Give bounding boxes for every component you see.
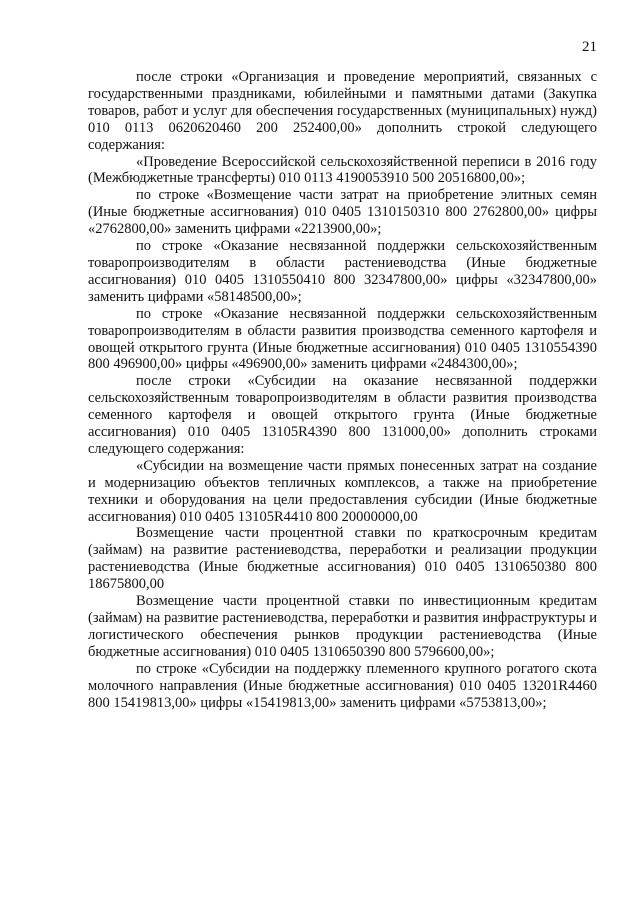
page-number: 21: [582, 39, 597, 55]
paragraph: по строке «Оказание несвязанной поддержки сельскохозяйственным товаропроизводителям в области растениеводства (Иные бюджетные ассигнования) 010 0405 1310550410 800 32347800,00» цифры «32347800,00» заменить цифрами «58148500,00»;: [88, 238, 597, 305]
paragraph: после строки «Субсидии на оказание несвязанной поддержки сельскохозяйственным товаропроизводителям в области развития производства семенного картофеля и овощей открытого грунта (Иные бюджетные ассигнования) 010 0405 13105R4390 800 131000,00» дополнить строками следующего содержания:: [88, 373, 597, 457]
paragraph: по строке «Оказание несвязанной поддержки сельскохозяйственным товаропроизводителям в области развития производства семенного картофеля и овощей открытого грунта (Иные бюджетные ассигнования) 010 0405 1310554390 800 496900,00» цифры «496900,00» заменить цифрами «2484300,00»;: [88, 305, 597, 373]
paragraph: Возмещение части процентной ставки по краткосрочным кредитам (займам) на развитие растениеводства, переработки и реализации продукции растениеводства (Иные бюджетные ассигнования) 010 0405 1310650380 800 18675800,00: [88, 525, 597, 593]
paragraph: по строке «Субсидии на поддержку племенного крупного рогатого скота молочного направления (Иные бюджетные ассигнования) 010 0405 13201R4460 800 15419813,00» цифры «15419813,00» заменить цифрами «5753813,00»;: [88, 660, 597, 711]
document-body: [88, 69, 597, 711]
paragraph: «Субсидии на возмещение части прямых понесенных затрат на создание и модернизацию объектов тепличных комплексов, а также на приобретение техники и оборудования на цели предоставления субсидии (Иные бюджетные ассигнования) 010 0405 13105R4410 800 20000000,00: [88, 457, 597, 525]
paragraph: «Проведение Всероссийской сельскохозяйственной переписи в 2016 году (Межбюджетные трансферты) 010 0113 4190053910 500 20516800,00»;: [88, 153, 597, 187]
paragraph: после строки «Организация и проведение мероприятий, связанных с государственными праздниками, юбилейными и памятными датами (Закупка товаров, работ и услуг для обеспечения государственных (муниципальных) нужд) 010 0113 0620620460 200 252400,00» дополнить строкой следующего содержания:: [88, 69, 597, 153]
paragraph: по строке «Возмещение части затрат на приобретение элитных семян (Иные бюджетные ассигнования) 010 0405 1310150310 800 2762800,00» цифры «2762800,00» заменить цифрами «2213900,00»;: [88, 187, 597, 238]
paragraph: Возмещение части процентной ставки по инвестиционным кредитам (займам) на развитие растениеводства, переработки и развития инфраструктуры и логистического обеспечения рынков продукции растениеводства (Иные бюджетные ассигнования) 010 0405 1310650390 800 5796600,00»;: [88, 593, 597, 660]
